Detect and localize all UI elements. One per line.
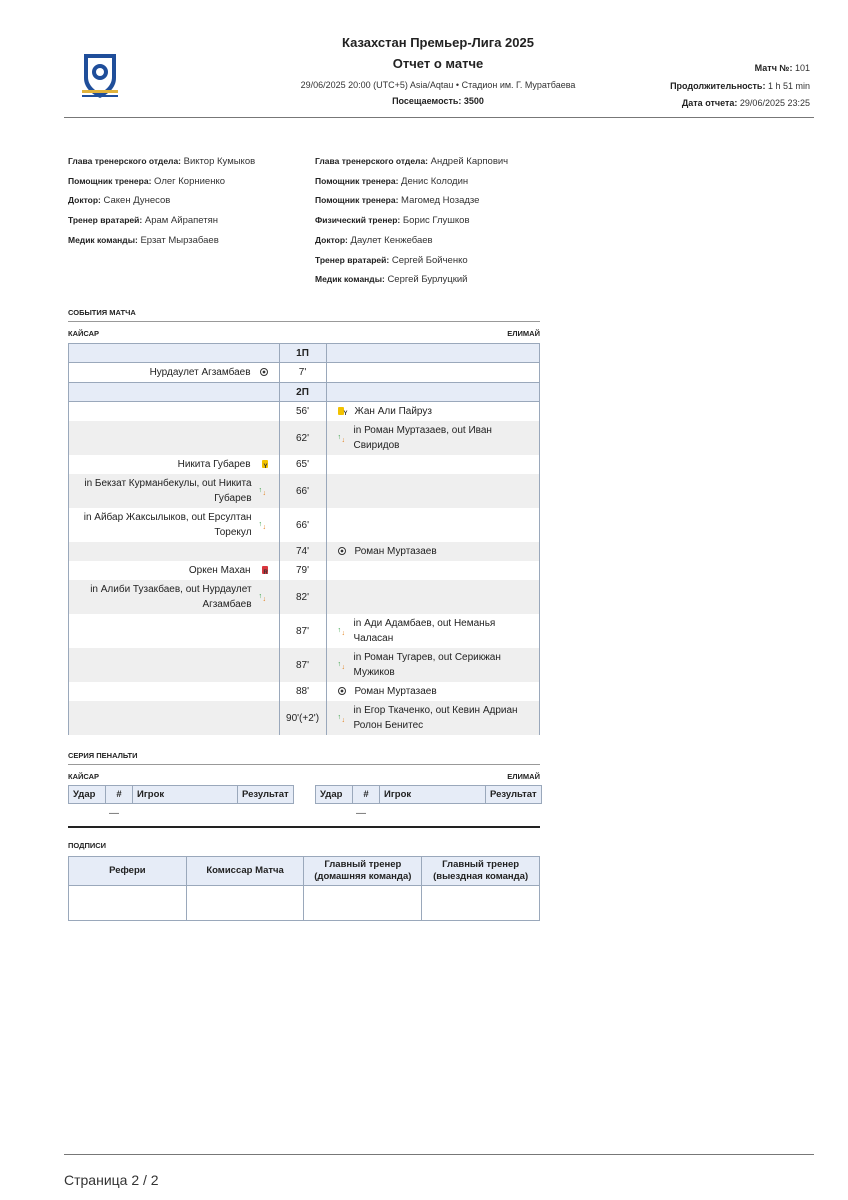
staff-name: Сакен Дунесов xyxy=(103,195,171,207)
away-event-cell xyxy=(326,614,539,648)
event-minute: 87' xyxy=(279,614,326,648)
staff-line xyxy=(315,152,508,172)
home-team-name: КАЙСАР xyxy=(68,329,100,338)
event-description: in Роман Тугарев, out Серикжан Мужиков xyxy=(353,652,501,678)
report-title: Отчет о матче xyxy=(392,56,484,71)
substitution-icon: ↑ ↓ xyxy=(258,486,267,497)
staff-role: Помощник тренера: xyxy=(315,175,399,186)
footer-divider xyxy=(64,1154,814,1155)
yellow-card-icon: Y xyxy=(258,460,268,470)
staff-name: Магомед Нозадзе xyxy=(401,195,480,207)
away-empty-cell xyxy=(326,363,539,383)
event-minute: 79' xyxy=(279,561,326,580)
substitution-icon: ↑ ↓ xyxy=(337,660,346,671)
event-minute: 66' xyxy=(279,508,326,542)
event-description: Оркен Махан xyxy=(188,565,251,576)
event-description: Роман Муртазаев xyxy=(354,686,437,697)
staff-role: Физический тренер: xyxy=(315,215,401,226)
period-label: 1П xyxy=(279,344,326,363)
col-number: # xyxy=(106,786,133,804)
substitution-icon: ↑ ↓ xyxy=(337,433,346,444)
league-title: Казахстан Премьер-Лига 2025 xyxy=(342,35,534,50)
section-divider xyxy=(68,826,540,828)
staff-role: Медик команды: xyxy=(315,274,385,285)
home-empty-cell xyxy=(69,542,280,561)
event-row xyxy=(69,561,540,580)
event-minute: 74' xyxy=(279,542,326,561)
sig-col-home-coach: Главный тренер (домашняя команда) xyxy=(304,857,422,886)
away-event-cell xyxy=(326,421,539,455)
home-event-cell xyxy=(69,474,280,508)
event-description: in Бекзат Курманбекулы, out Никита Губарев xyxy=(84,478,252,504)
staff-role: Доктор: xyxy=(68,195,101,206)
home-empty-cell xyxy=(69,701,280,735)
staff-line xyxy=(315,251,508,271)
away-event-cell xyxy=(326,682,539,701)
event-minute: 87' xyxy=(279,648,326,682)
event-row xyxy=(69,648,540,682)
staff-role: Глава тренерского отдела: xyxy=(68,156,182,166)
period-home-cell xyxy=(69,344,280,363)
away-penalties-empty: — xyxy=(356,808,366,819)
away-staff-list xyxy=(315,152,508,290)
event-row xyxy=(69,508,540,542)
period-away-cell xyxy=(326,383,539,402)
col-player: Игрок xyxy=(133,786,238,804)
event-description: Никита Губарев xyxy=(177,459,251,470)
away-event-cell xyxy=(326,648,539,682)
home-event-cell xyxy=(69,561,280,580)
report-date: Дата отчета: 29/06/2025 23:25 xyxy=(681,98,810,108)
goal-ball-icon xyxy=(338,547,348,557)
staff-line xyxy=(315,270,508,290)
event-description: in Егор Ткаченко, out Кевин Адриан Ролон Бенитес xyxy=(353,705,518,731)
event-minute: 66' xyxy=(279,474,326,508)
home-penalties-empty: — xyxy=(109,808,119,819)
sig-col-commissioner: Комиссар Матча xyxy=(186,857,304,886)
col-number: # xyxy=(353,786,380,804)
goal-ball-icon xyxy=(338,687,348,697)
event-minute: 56' xyxy=(279,402,326,422)
col-shot: Удар xyxy=(69,786,106,804)
sig-box-away-coach[interactable] xyxy=(422,886,540,921)
event-row xyxy=(69,614,540,648)
away-event-cell xyxy=(326,542,539,561)
staff-role: Доктор: xyxy=(315,234,348,245)
away-team-name: ЕЛИМАЙ xyxy=(507,329,540,338)
event-minute: 82' xyxy=(279,580,326,614)
staff-line xyxy=(68,152,255,172)
event-description: Нурдаулет Агзамбаев xyxy=(149,367,251,378)
section-divider xyxy=(68,321,540,322)
home-empty-cell xyxy=(69,402,280,422)
match-info: 29/06/2025 20:00 (UTC+5) Asia/Aqtau • Стадион им. Г. Муратбаева xyxy=(300,80,576,90)
home-empty-cell xyxy=(69,682,280,701)
red-card-icon: R xyxy=(258,566,268,576)
match-duration: Продолжительность: 1 h 51 min xyxy=(670,81,810,91)
league-logo-icon xyxy=(78,52,122,100)
event-description: in Айбар Жаксылыков, out Ерсултан Торекул xyxy=(83,512,252,538)
event-row xyxy=(69,402,540,422)
staff-name: Даулет Кенжебаев xyxy=(350,234,433,246)
event-minute: 65' xyxy=(279,455,326,474)
home-event-cell xyxy=(69,363,280,383)
staff-role: Медик команды: xyxy=(68,234,138,245)
col-result: Результат xyxy=(238,786,294,804)
away-penalties-table xyxy=(315,785,542,804)
home-empty-cell xyxy=(69,614,280,648)
home-event-cell xyxy=(69,580,280,614)
penalties-section-title: СЕРИЯ ПЕНАЛЬТИ xyxy=(68,751,138,760)
staff-name: Олег Корниенко xyxy=(154,175,225,187)
match-number: Матч №: 101 xyxy=(754,63,810,73)
home-penalties-table xyxy=(68,785,294,804)
header-divider xyxy=(64,117,814,118)
home-event-cell xyxy=(69,508,280,542)
staff-name: Виктор Кумыков xyxy=(183,156,256,167)
yellow-card-icon: Y xyxy=(338,407,348,417)
staff-line xyxy=(68,172,255,192)
event-minute: 90'(+2') xyxy=(279,701,326,735)
home-empty-cell xyxy=(69,421,280,455)
sig-box-referee[interactable] xyxy=(69,886,187,921)
staff-name: Борис Глушков xyxy=(402,215,470,227)
goal-ball-icon xyxy=(258,368,268,378)
staff-line xyxy=(315,231,508,251)
staff-name: Андрей Карпович xyxy=(430,156,509,167)
period-label: 2П xyxy=(279,383,326,402)
event-row xyxy=(69,363,540,383)
sig-box-home-coach[interactable] xyxy=(304,886,422,921)
staff-role: Тренер вратарей: xyxy=(315,254,390,265)
away-empty-cell xyxy=(326,455,539,474)
event-description: in Ади Адамбаев, out Неманья Чаласан xyxy=(353,618,496,644)
event-description: Роман Муртазаев xyxy=(354,546,437,557)
staff-line xyxy=(315,191,508,211)
away-empty-cell xyxy=(326,580,539,614)
event-minute: 88' xyxy=(279,682,326,701)
event-row xyxy=(69,421,540,455)
period-row xyxy=(69,383,540,402)
col-result: Результат xyxy=(486,786,542,804)
event-description: in Алиби Тузакбаев, out Нурдаулет Агзамбаев xyxy=(90,584,252,610)
signatures-table xyxy=(68,856,540,921)
penalties-away-team: ЕЛИМАЙ xyxy=(507,772,540,781)
staff-name: Ерзат Мырзабаев xyxy=(140,234,219,246)
home-empty-cell xyxy=(69,648,280,682)
sig-box-commissioner[interactable] xyxy=(186,886,304,921)
period-row xyxy=(69,344,540,363)
event-row xyxy=(69,542,540,561)
staff-line xyxy=(68,231,255,251)
event-minute: 62' xyxy=(279,421,326,455)
away-empty-cell xyxy=(326,474,539,508)
event-description: Жан Али Пайруз xyxy=(354,406,432,417)
event-row xyxy=(69,682,540,701)
away-empty-cell xyxy=(326,508,539,542)
staff-role: Глава тренерского отдела: xyxy=(315,156,429,166)
staff-line xyxy=(68,191,255,211)
event-row xyxy=(69,580,540,614)
substitution-icon: ↑ ↓ xyxy=(337,626,346,637)
away-event-cell xyxy=(326,701,539,735)
event-description: in Роман Муртазаев, out Иван Свиридов xyxy=(353,425,492,451)
staff-name: Арам Айрапетян xyxy=(144,215,218,227)
period-home-cell xyxy=(69,383,280,402)
staff-line xyxy=(315,211,508,231)
staff-name: Сергей Бойченко xyxy=(391,254,468,266)
substitution-icon: ↑ ↓ xyxy=(337,713,346,724)
home-staff-list xyxy=(68,152,255,251)
section-divider xyxy=(68,764,540,765)
col-player: Игрок xyxy=(380,786,486,804)
staff-role: Помощник тренера: xyxy=(68,175,152,186)
away-event-cell xyxy=(326,402,539,422)
substitution-icon: ↑ ↓ xyxy=(258,592,267,603)
event-row xyxy=(69,474,540,508)
staff-name: Денис Колодин xyxy=(401,175,469,187)
staff-line xyxy=(68,211,255,231)
event-row xyxy=(69,455,540,474)
period-away-cell xyxy=(326,344,539,363)
home-event-cell xyxy=(69,455,280,474)
page-number: Страница 2 / 2 xyxy=(64,1172,159,1188)
match-events-table xyxy=(68,343,540,735)
col-shot: Удар xyxy=(316,786,353,804)
penalties-home-team: КАЙСАР xyxy=(68,772,100,781)
sig-col-referee: Рефери xyxy=(69,857,187,886)
attendance: Посещаемость: 3500 xyxy=(392,96,484,106)
events-section-title: СОБЫТИЯ МАТЧА xyxy=(68,308,136,317)
staff-name: Сергей Бурлуцкий xyxy=(387,274,468,286)
staff-role: Тренер вратарей: xyxy=(68,215,143,226)
substitution-icon: ↑ ↓ xyxy=(258,520,267,531)
signatures-section-title: ПОДПИСИ xyxy=(68,841,107,850)
event-row xyxy=(69,701,540,735)
staff-role: Помощник тренера: xyxy=(315,195,399,206)
staff-line xyxy=(315,172,508,192)
sig-col-away-coach: Главный тренер (выездная команда) xyxy=(422,857,540,886)
event-minute: 7' xyxy=(279,363,326,383)
away-empty-cell xyxy=(326,561,539,580)
